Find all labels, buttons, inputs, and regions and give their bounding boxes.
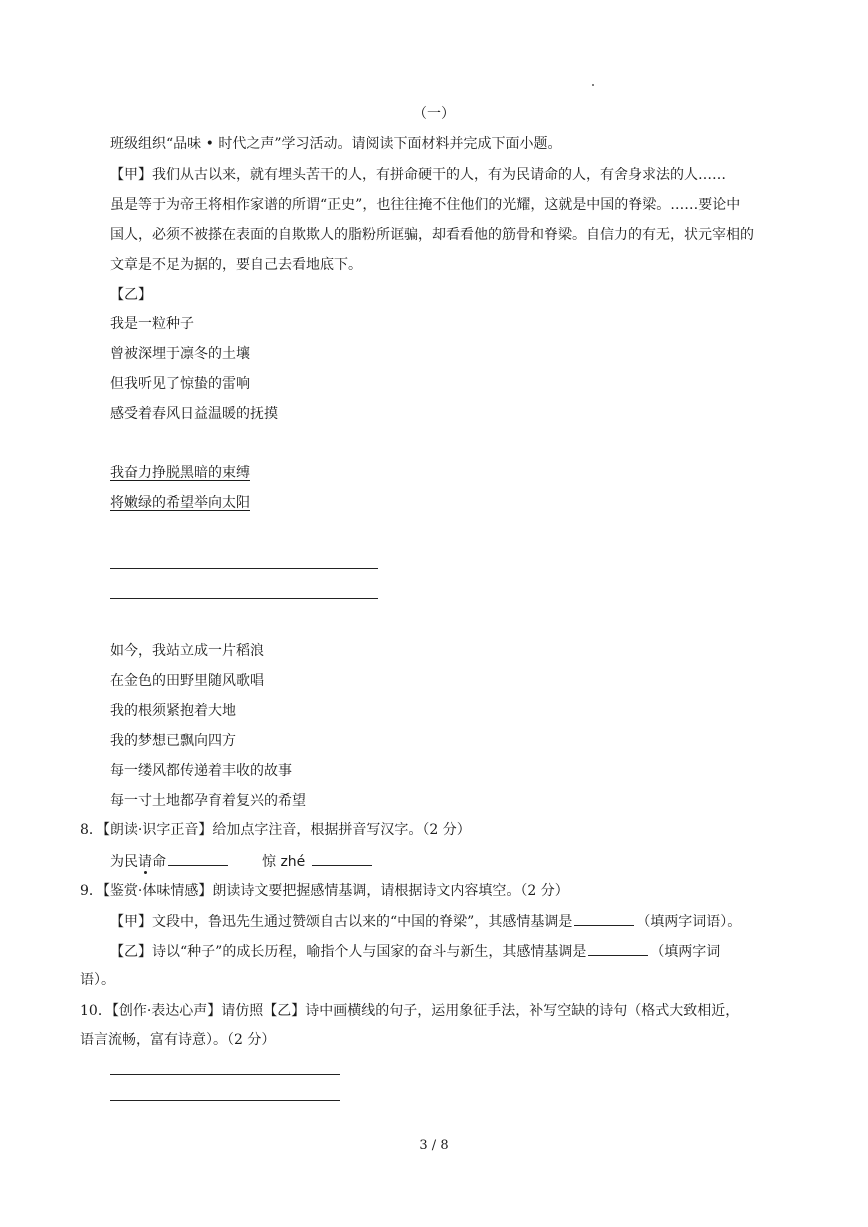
q9-yi [110,941,720,962]
q9-yi-pre: 【乙】诗以“种子”的成长历程，喻指个人与国家的奋斗与新生，其感情基调是 [110,944,587,960]
poem-line: 我的根须紧抱着大地 [110,703,236,719]
poem-line-underlined: 我奋力挣脱黑暗的束缚 [110,465,250,481]
question-8: 8．【朗读·识字正音】给加点字注音，根据拼音写汉字。（2 分） [80,822,471,838]
jia-line-3: 国人，必须不被搽在表面的自欺欺人的脂粉所诓骗，却看看他的筋骨和脊梁。自信力的有无，状元宰相的 [110,227,754,243]
poem-line: 我是一粒种子 [110,316,194,332]
poem-line-underlined: 将嫩绿的希望举向太阳 [110,495,250,511]
q9-jia [110,911,741,932]
q8-answer-blank-2[interactable] [312,851,372,866]
page-number: 3 / 8 [419,1138,449,1153]
q8-item-2 [262,851,374,872]
q9-jia-pre: 【甲】文段中，鲁迅先生通过赞颂自古以来的“中国的脊梁”，其感情基调是 [110,914,573,930]
question-10: 10．【创作·表达心声】请仿照【乙】诗中画横线的句子，运用象征手法，补写空缺的诗句（格式大致相近， [80,1003,740,1019]
q8-item-1-pre: 为民 [110,854,138,870]
poem-line: 我的梦想已飘向四方 [110,733,236,749]
q8-item-2-text: 惊 zhé [262,854,306,870]
q9-yi-tail: 语）。 [80,972,115,988]
q10-answer-line-1[interactable] [110,1074,340,1075]
poem-line: 在金色的田野里随风歌唱 [110,673,264,689]
q8-item-1 [110,851,230,872]
q9-yi-blank[interactable] [588,941,648,956]
poem-line: 如今，我站立成一片稻浪 [110,643,264,659]
q9-jia-post: （填两字词语）。 [636,914,742,930]
jia-line-1: 【甲】我们从古以来，就有埋头苦干的人，有拼命硬干的人，有为民请命的人，有舍身求法的人…… [110,167,726,183]
q8-item-1-post: 命 [152,854,166,870]
poem-blank-line[interactable] [110,598,378,599]
q8-answer-blank-1[interactable] [168,851,228,866]
q10-answer-line-2[interactable] [110,1100,340,1101]
poem-line: 但我听见了惊蛰的雷响 [110,376,250,392]
stray-mark [592,84,594,86]
poem-line: 感受着春风日益温暖的抚摸 [110,406,278,422]
poem-line: 曾被深埋于凛冬的土壤 [110,346,250,362]
q8-dotted-char: 请 [138,854,152,870]
jia-line-4: 文章是不足为据的，要自己去看地底下。 [110,257,362,273]
intro-text: 班级组织“品味 • 时代之声”学习活动。请阅读下面材料并完成下面小题。 [110,136,562,152]
poem-blank-line[interactable] [110,568,378,569]
question-9: 9．【鉴赏·体味情感】朗读诗文要把握感情基调，请根据诗文内容填空。（2 分） [80,883,569,899]
yi-label: 【乙】 [110,287,152,303]
poem-line: 每一缕风都传递着丰收的故事 [110,763,292,779]
poem-line: 每一寸土地都孕育着复兴的希望 [110,793,306,809]
question-10-cont: 语言流畅，富有诗意）。（2 分） [80,1032,276,1048]
jia-line-2: 虽是等于为帝王将相作家谱的所谓“正史”，也往往掩不住他们的光耀，这就是中国的脊梁。……要论中 [110,197,741,213]
section-heading: （一） [413,106,455,122]
q9-yi-post: （填两字词 [650,944,721,960]
q9-jia-blank[interactable] [574,911,634,926]
